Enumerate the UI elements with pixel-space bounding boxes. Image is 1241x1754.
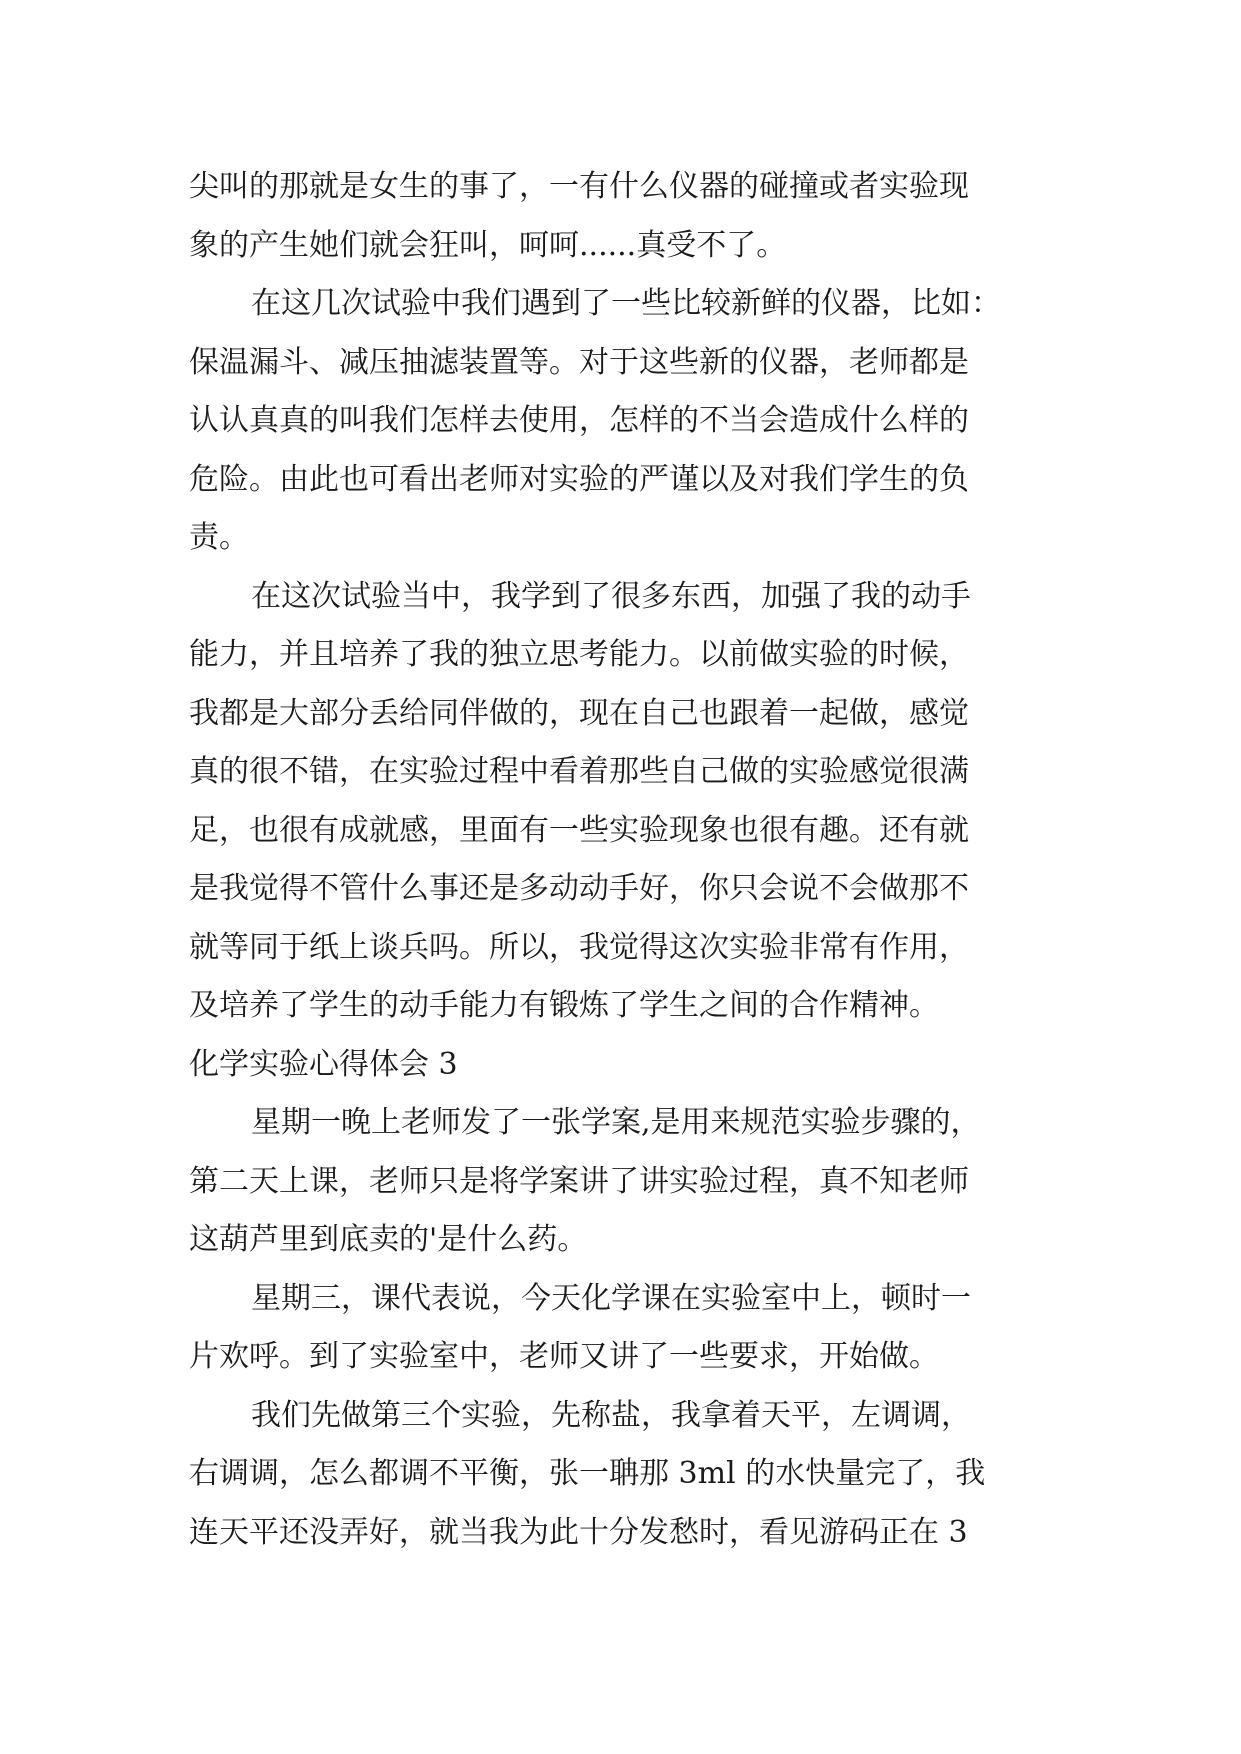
text-line: 右调调，怎么都调不平衡，张一聃那 3ml 的水快量完了，我: [189, 1456, 986, 1491]
text-line: 就等同于纸上谈兵吗。所以，我觉得这次实验非常有作用，: [189, 929, 969, 965]
paragraph-start-line: 我们先做第三个实验，先称盐，我拿着天平，左调调，: [251, 1397, 971, 1433]
text-line: 第二天上课，老师只是将学案讲了讲实验过程，真不知老师: [189, 1163, 969, 1199]
text-line: 我都是大部分丢给同伴做的，现在自己也跟着一起做，感觉: [189, 695, 969, 731]
text-line: 保温漏斗、减压抽滤装置等。对于这些新的仪器，老师都是: [189, 344, 969, 380]
paragraph-start-line: 星期三，课代表说，今天化学课在实验室中上，顿时一: [251, 1280, 971, 1316]
text-line: 是我觉得不管什么事还是多动动手好，你只会说不会做那不: [189, 871, 969, 906]
text-line: 这葫芦里到底卖的'是什么药。: [189, 1222, 588, 1257]
text-line: 尖叫的那就是女生的事了，一有什么仪器的碰撞或者实验现: [189, 169, 969, 204]
text-line: 连天平还没弄好，就当我为此十分发愁时，看见游码正在 3: [189, 1514, 968, 1550]
text-line: 真的很不错，在实验过程中看着那些自己做的实验感觉很满: [189, 754, 969, 789]
text-line: 能力，并且培养了我的独立思考能力。以前做实验的时候，: [189, 637, 969, 672]
text-line: 责。: [189, 520, 249, 555]
section-heading: 化学实验心得体会 3: [189, 1046, 458, 1082]
text-line: 象的产生她们就会狂叫，呵呵......真受不了。: [189, 227, 787, 263]
text-line: 及培养了学生的动手能力有锻炼了学生之间的合作精神。: [189, 988, 939, 1023]
paragraph-start-line: 星期一晚上老师发了一张学案,是用来规范实验步骤的，: [251, 1105, 981, 1140]
paragraph-start-line: 在这次试验当中，我学到了很多东西，加强了我的动手: [251, 578, 971, 614]
paragraph-start-line: 在这几次试验中我们遇到了一些比较新鲜的仪器，比如：: [251, 286, 1001, 321]
text-line: 危险。由此也可看出老师对实验的严谨以及对我们学生的负: [189, 461, 969, 497]
text-line: 足，也很有成就感，里面有一些实验现象也很有趣。还有就: [189, 812, 969, 848]
text-line: 片欢呼。到了实验室中，老师又讲了一些要求，开始做。: [189, 1339, 939, 1374]
document-body: [189, 158, 1054, 1562]
text-line: 认认真真的叫我们怎样去使用，怎样的不当会造成什么样的: [189, 403, 969, 438]
